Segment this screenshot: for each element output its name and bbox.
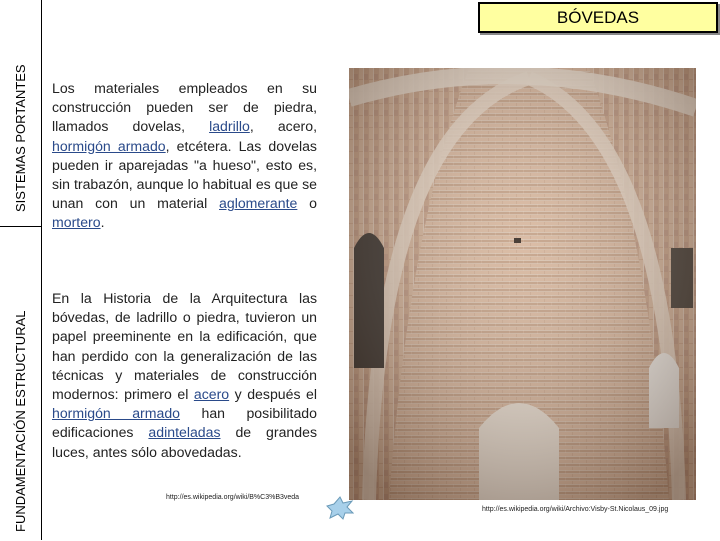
paragraph-text: Los materiales empleados en su construcción pueden ser de piedra, llamados dovelas,	[52, 80, 317, 135]
link-mortero[interactable]: mortero	[52, 214, 101, 231]
paragraph-text: , etcétera. Las dovelas pueden ir aparejadas "a hueso", esto es, sin trabazón, aunque lo habitual es que se unan con un material	[52, 137, 317, 212]
image-source-link[interactable]: http://es.wikipedia.org/wiki/Archivo:Visby-St.Nicolaus_09.jpg	[482, 506, 669, 513]
link-hormigon-armado-2[interactable]: hormigón armado	[52, 405, 181, 422]
paragraph-text: han posibilitado edificaciones	[52, 405, 317, 441]
paragraph-history	[52, 289, 317, 462]
paragraph-text: En la Historia de la Arquitectura las bóvedas, de ladrillo o piedra, tuvieron un papel preeminente en la edificación, que han perdido con la generalización de las técnicas y materiales de construcción modernos: primero el	[52, 290, 317, 403]
section-label: SISTEMAS PORTANTES	[13, 64, 28, 212]
page-title	[478, 2, 718, 33]
link-adinteladas[interactable]: adinteladas	[148, 424, 221, 441]
link-aglomerante[interactable]: aglomerante	[219, 195, 298, 212]
text-source-link[interactable]: http://es.wikipedia.org/wiki/B%C3%B3veda	[166, 494, 300, 501]
paragraph-text: de grandes luces, antes sólo abovedadas.	[52, 424, 317, 460]
link-ladrillo[interactable]: ladrillo	[209, 118, 250, 135]
link-hormigon-armado[interactable]: hormigón armado	[52, 137, 166, 154]
vault-photo	[349, 68, 696, 500]
page-title-text: BÓVEDAS	[556, 7, 640, 27]
paragraph-text: , acero,	[249, 118, 317, 135]
paragraph-text: .	[100, 214, 105, 231]
link-acero[interactable]: acero	[193, 386, 230, 403]
course-label: FUNDAMENTACIÓN ESTRUCTURAL	[13, 310, 28, 532]
paragraph-text: o	[297, 195, 317, 212]
paragraph-text: y después el	[229, 386, 317, 403]
paragraph-materials	[52, 79, 317, 233]
